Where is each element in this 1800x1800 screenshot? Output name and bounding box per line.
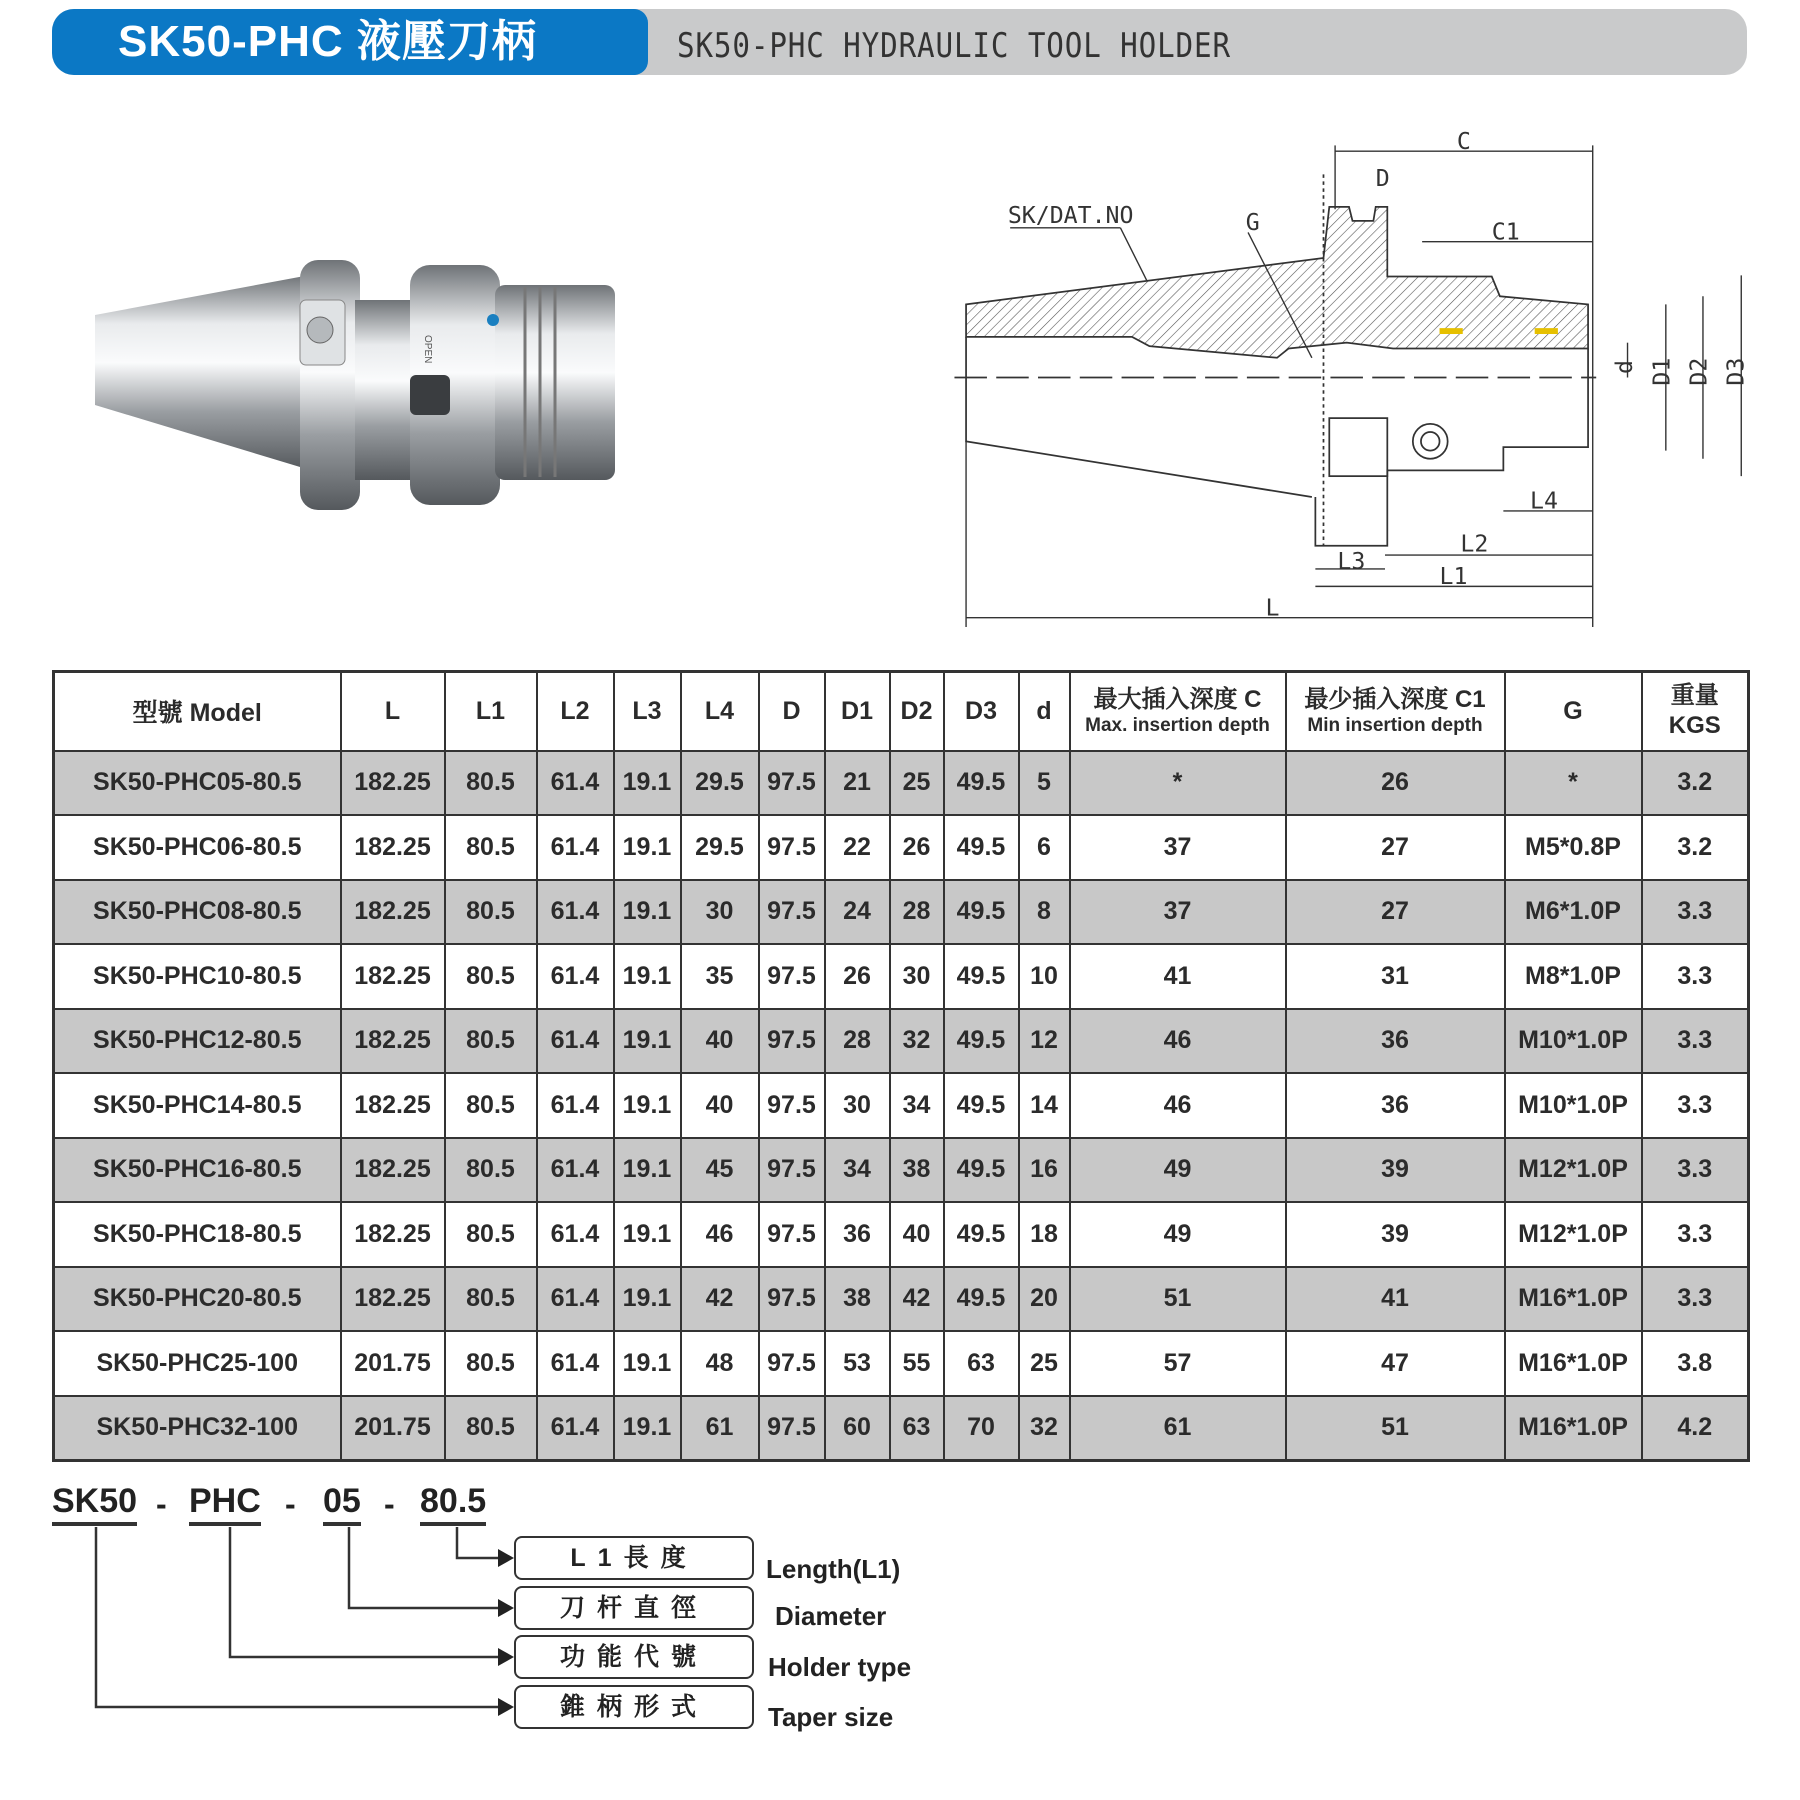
cell-d-flange: 97.5 bbox=[759, 1267, 825, 1332]
cell-c: 49 bbox=[1070, 1138, 1286, 1203]
cell-d1: 30 bbox=[825, 1073, 890, 1138]
cell-d2: 28 bbox=[890, 880, 944, 945]
cell-d-flange: 97.5 bbox=[759, 1138, 825, 1203]
code-dash: - bbox=[285, 1486, 296, 1522]
cell-d3: 70 bbox=[944, 1396, 1019, 1461]
blue-dot-marker bbox=[487, 314, 499, 326]
col-d: d bbox=[1019, 672, 1070, 751]
col-d2: D2 bbox=[890, 672, 944, 751]
table-row bbox=[54, 751, 1749, 816]
cell-d-flange: 97.5 bbox=[759, 944, 825, 1009]
cell-d-flange: 97.5 bbox=[759, 815, 825, 880]
cell-weight: 3.3 bbox=[1642, 1073, 1749, 1138]
cell-c: 51 bbox=[1070, 1267, 1286, 1332]
cell-d2: 38 bbox=[890, 1138, 944, 1203]
cell-d1: 53 bbox=[825, 1331, 890, 1396]
cell-d3: 49.5 bbox=[944, 1138, 1019, 1203]
cell-d-flange: 97.5 bbox=[759, 1073, 825, 1138]
col-g: G bbox=[1505, 672, 1642, 751]
dim-label-d1: D1 bbox=[1648, 357, 1676, 386]
cell-d-flange: 97.5 bbox=[759, 1396, 825, 1461]
cell-l1: 80.5 bbox=[445, 1396, 537, 1461]
tool-holder-photo bbox=[95, 255, 720, 520]
cell-c1: 27 bbox=[1286, 880, 1505, 945]
code-length: 80.5 bbox=[420, 1482, 486, 1526]
cell-model: SK50-PHC10-80.5 bbox=[54, 944, 341, 1009]
cell-l1: 80.5 bbox=[445, 751, 537, 816]
cell-weight: 3.3 bbox=[1642, 1267, 1749, 1332]
cell-d: 18 bbox=[1019, 1202, 1070, 1267]
cell-l4: 61 bbox=[681, 1396, 759, 1461]
cell-c: 37 bbox=[1070, 815, 1286, 880]
cell-d-flange: 97.5 bbox=[759, 880, 825, 945]
cell-g: M16*1.0P bbox=[1505, 1396, 1642, 1461]
cell-l: 182.25 bbox=[341, 751, 445, 816]
cell-l: 201.75 bbox=[341, 1331, 445, 1396]
legend-box-length: L1長度 bbox=[514, 1536, 754, 1580]
cell-d: 6 bbox=[1019, 815, 1070, 880]
col-c1 bbox=[1286, 672, 1505, 751]
spec-table bbox=[52, 670, 1750, 1462]
cell-d1: 60 bbox=[825, 1396, 890, 1461]
cell-l1: 80.5 bbox=[445, 1267, 537, 1332]
code-taper: SK50 bbox=[52, 1482, 137, 1526]
table-header-row bbox=[54, 672, 1749, 751]
col-c-en: Max. insertion depth bbox=[1085, 715, 1270, 737]
cell-l2: 61.4 bbox=[537, 1396, 614, 1461]
header-title-en: SK50-PHC HYDRAULIC TOOL HOLDER bbox=[677, 26, 1231, 66]
cell-l: 182.25 bbox=[341, 1267, 445, 1332]
cell-c1: 31 bbox=[1286, 944, 1505, 1009]
cell-weight: 3.3 bbox=[1642, 944, 1749, 1009]
cell-l4: 45 bbox=[681, 1138, 759, 1203]
cell-c1: 36 bbox=[1286, 1009, 1505, 1074]
cell-g: * bbox=[1505, 751, 1642, 816]
cell-c1: 39 bbox=[1286, 1138, 1505, 1203]
cell-l4: 42 bbox=[681, 1267, 759, 1332]
cell-d2: 40 bbox=[890, 1202, 944, 1267]
cell-l2: 61.4 bbox=[537, 1331, 614, 1396]
cell-d1: 28 bbox=[825, 1009, 890, 1074]
cell-d3: 49.5 bbox=[944, 1202, 1019, 1267]
technical-drawing bbox=[952, 128, 1753, 627]
dim-label-c1: C1 bbox=[1491, 218, 1520, 246]
cell-l: 182.25 bbox=[341, 944, 445, 1009]
cell-g: M5*0.8P bbox=[1505, 815, 1642, 880]
cell-weight: 3.2 bbox=[1642, 815, 1749, 880]
cell-l1: 80.5 bbox=[445, 944, 537, 1009]
header-title-cn: SK50-PHC 液壓刀柄 bbox=[52, 9, 648, 75]
cell-d-flange: 97.5 bbox=[759, 1331, 825, 1396]
cell-weight: 3.3 bbox=[1642, 1138, 1749, 1203]
cell-weight: 3.3 bbox=[1642, 1202, 1749, 1267]
table-row bbox=[54, 815, 1749, 880]
cell-d3: 49.5 bbox=[944, 1073, 1019, 1138]
cell-l: 182.25 bbox=[341, 1202, 445, 1267]
cell-l4: 48 bbox=[681, 1331, 759, 1396]
cell-d3: 49.5 bbox=[944, 751, 1019, 816]
dim-label-l4: L4 bbox=[1530, 487, 1558, 515]
cell-g: M8*1.0P bbox=[1505, 944, 1642, 1009]
cell-d: 32 bbox=[1019, 1396, 1070, 1461]
table-row bbox=[54, 1138, 1749, 1203]
legend-label-diameter: Diameter bbox=[775, 1601, 887, 1631]
cell-d2: 32 bbox=[890, 1009, 944, 1074]
dim-label-d2: D2 bbox=[1685, 357, 1713, 386]
col-weight-en: KGS bbox=[1668, 712, 1721, 740]
cell-g: M10*1.0P bbox=[1505, 1073, 1642, 1138]
cell-model: SK50-PHC12-80.5 bbox=[54, 1009, 341, 1074]
col-l4: L4 bbox=[681, 672, 759, 751]
cell-weight: 3.8 bbox=[1642, 1331, 1749, 1396]
col-c bbox=[1070, 672, 1286, 751]
cell-c1: 36 bbox=[1286, 1073, 1505, 1138]
cell-l4: 40 bbox=[681, 1009, 759, 1074]
cell-l3: 19.1 bbox=[614, 1009, 681, 1074]
cell-l4: 35 bbox=[681, 944, 759, 1009]
cell-d: 10 bbox=[1019, 944, 1070, 1009]
cell-d: 5 bbox=[1019, 751, 1070, 816]
cell-l2: 61.4 bbox=[537, 1267, 614, 1332]
legend-label-taper: Taper size bbox=[768, 1702, 894, 1732]
dim-label-g: G bbox=[1245, 209, 1260, 237]
cell-c: 57 bbox=[1070, 1331, 1286, 1396]
legend-box-taper: 錐柄形式 bbox=[514, 1685, 754, 1729]
cell-l3: 19.1 bbox=[614, 1396, 681, 1461]
cell-d3: 49.5 bbox=[944, 815, 1019, 880]
cell-model: SK50-PHC05-80.5 bbox=[54, 751, 341, 816]
cell-weight: 3.3 bbox=[1642, 1009, 1749, 1074]
cell-d: 8 bbox=[1019, 880, 1070, 945]
table-row bbox=[54, 1202, 1749, 1267]
cell-d3: 49.5 bbox=[944, 1009, 1019, 1074]
cell-g: M12*1.0P bbox=[1505, 1202, 1642, 1267]
cell-l2: 61.4 bbox=[537, 1202, 614, 1267]
legend-label-holder-type: Holder type bbox=[768, 1652, 912, 1682]
flange bbox=[300, 260, 360, 510]
code-dash: - bbox=[156, 1486, 167, 1522]
cell-model: SK50-PHC25-100 bbox=[54, 1331, 341, 1396]
clamp-screw-icon bbox=[410, 375, 450, 415]
table-row bbox=[54, 1267, 1749, 1332]
cell-d2: 25 bbox=[890, 751, 944, 816]
cell-d3: 49.5 bbox=[944, 944, 1019, 1009]
cell-l4: 46 bbox=[681, 1202, 759, 1267]
cell-d2: 42 bbox=[890, 1267, 944, 1332]
cell-d1: 21 bbox=[825, 751, 890, 816]
cell-d2: 30 bbox=[890, 944, 944, 1009]
col-l3: L3 bbox=[614, 672, 681, 751]
cell-d3: 63 bbox=[944, 1331, 1019, 1396]
cell-l2: 61.4 bbox=[537, 1009, 614, 1074]
cell-c1: 51 bbox=[1286, 1396, 1505, 1461]
code-diameter: 05 bbox=[323, 1482, 361, 1526]
cell-d: 16 bbox=[1019, 1138, 1070, 1203]
cell-l: 182.25 bbox=[341, 1009, 445, 1074]
cell-c1: 39 bbox=[1286, 1202, 1505, 1267]
col-weight-cn: 重量 bbox=[1670, 682, 1719, 710]
cell-l2: 61.4 bbox=[537, 815, 614, 880]
dim-label-l3: L3 bbox=[1337, 547, 1366, 575]
table-row bbox=[54, 1009, 1749, 1074]
col-c1-en: Min insertion depth bbox=[1307, 715, 1483, 737]
cell-d3: 49.5 bbox=[944, 880, 1019, 945]
cell-c: 46 bbox=[1070, 1073, 1286, 1138]
dim-label-d-flange: D bbox=[1375, 165, 1390, 193]
cell-c: 46 bbox=[1070, 1009, 1286, 1074]
dim-label-c: C bbox=[1456, 128, 1471, 155]
cell-d1: 36 bbox=[825, 1202, 890, 1267]
cell-l4: 40 bbox=[681, 1073, 759, 1138]
dim-label-l: L bbox=[1265, 594, 1280, 622]
cell-l3: 19.1 bbox=[614, 1073, 681, 1138]
dim-label-l2: L2 bbox=[1460, 530, 1489, 558]
cell-d1: 34 bbox=[825, 1138, 890, 1203]
cell-d: 12 bbox=[1019, 1009, 1070, 1074]
cell-c1: 41 bbox=[1286, 1267, 1505, 1332]
cell-l4: 30 bbox=[681, 880, 759, 945]
table-row bbox=[54, 1073, 1749, 1138]
cell-d-flange: 97.5 bbox=[759, 1202, 825, 1267]
cell-l4: 29.5 bbox=[681, 815, 759, 880]
legend-label-length: Length(L1) bbox=[766, 1554, 901, 1584]
cell-l2: 61.4 bbox=[537, 751, 614, 816]
taper-shank bbox=[95, 275, 310, 470]
legend-box-holder-type: 功能代號 bbox=[514, 1635, 754, 1679]
cell-l3: 19.1 bbox=[614, 751, 681, 816]
cell-l: 182.25 bbox=[341, 1138, 445, 1203]
cell-c: 49 bbox=[1070, 1202, 1286, 1267]
cell-c: 37 bbox=[1070, 880, 1286, 945]
cell-l2: 61.4 bbox=[537, 1073, 614, 1138]
cell-g: M16*1.0P bbox=[1505, 1267, 1642, 1332]
table-row bbox=[54, 880, 1749, 945]
cell-d-flange: 97.5 bbox=[759, 751, 825, 816]
dim-label-sk-dat-no: SK/DAT.NO bbox=[1007, 202, 1134, 230]
cell-l1: 80.5 bbox=[445, 880, 537, 945]
col-weight bbox=[1642, 672, 1749, 751]
cell-l3: 19.1 bbox=[614, 1331, 681, 1396]
cell-l4: 29.5 bbox=[681, 751, 759, 816]
cell-l3: 19.1 bbox=[614, 1138, 681, 1203]
cell-l2: 61.4 bbox=[537, 1138, 614, 1203]
cell-g: M12*1.0P bbox=[1505, 1138, 1642, 1203]
cell-d2: 63 bbox=[890, 1396, 944, 1461]
cell-model: SK50-PHC18-80.5 bbox=[54, 1202, 341, 1267]
cell-c: 41 bbox=[1070, 944, 1286, 1009]
table-row bbox=[54, 944, 1749, 1009]
cell-model: SK50-PHC14-80.5 bbox=[54, 1073, 341, 1138]
cell-d-flange: 97.5 bbox=[759, 1009, 825, 1074]
cell-l2: 61.4 bbox=[537, 880, 614, 945]
col-c1-cn: 最少插入深度 C1 bbox=[1304, 686, 1486, 714]
dim-label-d: d bbox=[1611, 360, 1639, 375]
cell-d2: 55 bbox=[890, 1331, 944, 1396]
cell-l: 182.25 bbox=[341, 1073, 445, 1138]
cell-g: M10*1.0P bbox=[1505, 1009, 1642, 1074]
cell-l2: 61.4 bbox=[537, 944, 614, 1009]
cell-l3: 19.1 bbox=[614, 1202, 681, 1267]
code-dash: - bbox=[384, 1486, 395, 1522]
cell-l: 201.75 bbox=[341, 1396, 445, 1461]
cell-model: SK50-PHC16-80.5 bbox=[54, 1138, 341, 1203]
cell-l: 182.25 bbox=[341, 880, 445, 945]
open-marking: OPEN bbox=[422, 335, 433, 364]
cell-l1: 80.5 bbox=[445, 1073, 537, 1138]
col-l: L bbox=[341, 672, 445, 751]
col-c-cn: 最大插入深度 C bbox=[1093, 686, 1262, 714]
col-d-flange: D bbox=[759, 672, 825, 751]
col-l2: L2 bbox=[537, 672, 614, 751]
cell-d2: 26 bbox=[890, 815, 944, 880]
cell-c1: 27 bbox=[1286, 815, 1505, 880]
cell-c: 61 bbox=[1070, 1396, 1286, 1461]
code-holder-type: PHC bbox=[189, 1482, 261, 1526]
cell-d1: 26 bbox=[825, 944, 890, 1009]
cell-d2: 34 bbox=[890, 1073, 944, 1138]
cell-weight: 3.3 bbox=[1642, 880, 1749, 945]
cell-l3: 19.1 bbox=[614, 1267, 681, 1332]
cell-g: M6*1.0P bbox=[1505, 880, 1642, 945]
cell-l: 182.25 bbox=[341, 815, 445, 880]
cell-model: SK50-PHC32-100 bbox=[54, 1396, 341, 1461]
cell-d: 25 bbox=[1019, 1331, 1070, 1396]
cell-d1: 24 bbox=[825, 880, 890, 945]
cell-c: * bbox=[1070, 751, 1286, 816]
cell-weight: 4.2 bbox=[1642, 1396, 1749, 1461]
cell-d1: 22 bbox=[825, 815, 890, 880]
cell-l3: 19.1 bbox=[614, 944, 681, 1009]
legend-box-diameter: 刀杆直徑 bbox=[514, 1586, 754, 1630]
cell-c1: 26 bbox=[1286, 751, 1505, 816]
cell-l1: 80.5 bbox=[445, 815, 537, 880]
cell-d: 14 bbox=[1019, 1073, 1070, 1138]
cell-l1: 80.5 bbox=[445, 1009, 537, 1074]
col-model: 型號 Model bbox=[54, 672, 341, 751]
cell-l3: 19.1 bbox=[614, 815, 681, 880]
cell-d: 20 bbox=[1019, 1267, 1070, 1332]
cell-d3: 49.5 bbox=[944, 1267, 1019, 1332]
col-d3: D3 bbox=[944, 672, 1019, 751]
cell-c1: 47 bbox=[1286, 1331, 1505, 1396]
cell-weight: 3.2 bbox=[1642, 751, 1749, 816]
table-row bbox=[54, 1331, 1749, 1396]
cell-model: SK50-PHC08-80.5 bbox=[54, 880, 341, 945]
col-d1: D1 bbox=[825, 672, 890, 751]
dim-label-l1: L1 bbox=[1439, 563, 1468, 591]
cell-model: SK50-PHC06-80.5 bbox=[54, 815, 341, 880]
dim-label-d3: D3 bbox=[1722, 357, 1750, 386]
cell-d1: 38 bbox=[825, 1267, 890, 1332]
cell-l1: 80.5 bbox=[445, 1138, 537, 1203]
cell-model: SK50-PHC20-80.5 bbox=[54, 1267, 341, 1332]
cell-g: M16*1.0P bbox=[1505, 1331, 1642, 1396]
cell-l1: 80.5 bbox=[445, 1202, 537, 1267]
col-l1: L1 bbox=[445, 672, 537, 751]
cell-l3: 19.1 bbox=[614, 880, 681, 945]
cell-l1: 80.5 bbox=[445, 1331, 537, 1396]
